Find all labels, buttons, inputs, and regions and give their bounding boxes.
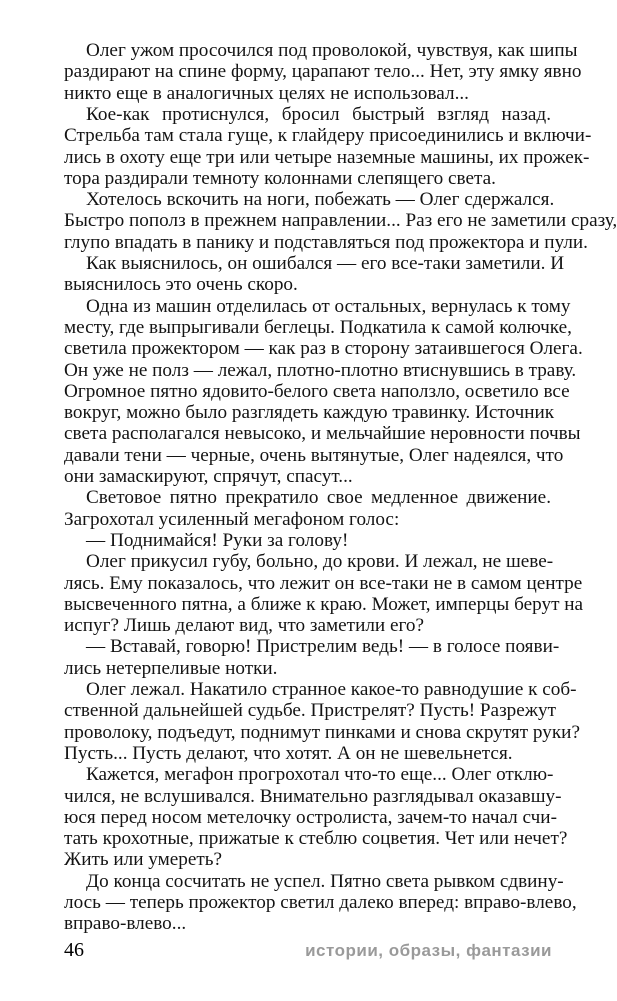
text-line: никто еще в аналогичных целях не использовал... [64, 82, 469, 104]
text-line: они замаскируют, спрячут, спасут... [64, 466, 353, 487]
text-line: выяснилось это очень скоро. [64, 274, 298, 296]
text-line: Быстро пополз в прежнем направлении... Раз его не заметили сразу, [64, 210, 617, 232]
page-number: 46 [64, 939, 84, 961]
text-line: проволоку, подъедут, поднимут пинками и снова скрутят руки? [64, 721, 580, 743]
text-line: ственной дальнейшей судьбе. Пристрелят? Пусть! Разрежут [64, 700, 556, 722]
text-line: Пусть... Пусть делают, что хотят. А он не шевельнется. [64, 742, 513, 764]
text-line: Он уже не полз — лежал, плотно-плотно втиснувшись в траву. [64, 359, 577, 381]
text-line: Олег ужом просочился под проволокой, чувствуя, как шипы [86, 40, 578, 61]
text-line: Олег прикусил губу, больно, до крови. И лежал, не шеве- [86, 551, 554, 573]
text-line: Кое-как протиснулся, бросил быстрый взгляд назад. [86, 103, 551, 125]
text-line: света располагался невысоко, и мельчайшие неровности почвы [64, 423, 581, 445]
text-line: Стрельба там стала гуще, к глайдеру присоединились и включи- [64, 125, 592, 147]
text-line: раздирают на спине форму, царапают тело... Нет, эту ямку явно [64, 61, 582, 83]
text-line: Загрохотал усиленный мегафоном голос: [64, 508, 400, 530]
text-line: чился, не вслушивался. Внимательно разглядывал оказавшу- [64, 785, 562, 807]
text-line: Жить или умереть? [64, 849, 223, 871]
text-line: испуг? Лишь делают вид, что заметили его? [64, 615, 424, 637]
text-line: тать крохотные, прижатые к стеблю соцветия. Чет или нечет? [64, 828, 568, 850]
text-line: До конца сосчитать не успел. Пятно света рывком сдвину- [86, 870, 564, 892]
text-line: лись в охоту еще три или четыре наземные машины, их прожек- [64, 146, 590, 168]
text-line: Олег лежал. Накатило странное какое-то равнодушие к соб- [86, 679, 577, 700]
text-line: светила прожектором — как раз в сторону затаившегося Олега. [64, 338, 583, 360]
text-line: — Вставай, говорю! Пристрелим ведь! — в голосе появи- [86, 636, 560, 658]
text-line: Огромное пятно ядовито-белого света наползло, осветило все [64, 380, 570, 402]
text-line: тора раздирали темноту колоннами слепящего света. [64, 167, 496, 189]
text-line: лись нетерпеливые нотки. [64, 657, 278, 679]
text-line: юся перед носом метелочку остролиста, зачем-то начал счи- [64, 806, 557, 828]
text-line: Световое пятно прекратило свое медленное движение. [86, 487, 551, 509]
text-line: вокруг, можно было разглядеть каждую травинку. Источник [64, 402, 555, 424]
text-line: Кажется, мегафон прогрохотал что-то еще... Олег отклю- [86, 764, 554, 786]
text-line: Одна из машин отделилась от остальных, вернулась к тому [86, 295, 571, 317]
text-line: Хотелось вскочить на ноги, побежать — Олег сдержался. [86, 189, 555, 211]
text-line: высвеченного пятна, а ближе к краю. Может, имперцы берут на [64, 593, 584, 615]
text-line: Как выяснилось, он ошибался — его все-таки заметили. И [86, 253, 565, 274]
text-line: давали тени — черные, очень вытянутые, Олег надеялся, что [64, 444, 564, 466]
text-line: — Поднимайся! Руки за голову! [86, 529, 349, 551]
text-line: вправо-влево... [64, 913, 187, 935]
text-line: лясь. Ему показалось, что лежит он все-таки не в самом центре [64, 572, 583, 594]
text-line: лось — теперь прожектор светил далеко вперед: вправо-влево, [64, 892, 577, 913]
running-footer-title: истории, образы, фантазии [305, 941, 552, 960]
text-line: глупо впадать в панику и подставляться под прожектора и пули. [64, 231, 588, 253]
text-line: месту, где выпрыгивали беглецы. Подкатила к самой колючке, [64, 316, 572, 338]
